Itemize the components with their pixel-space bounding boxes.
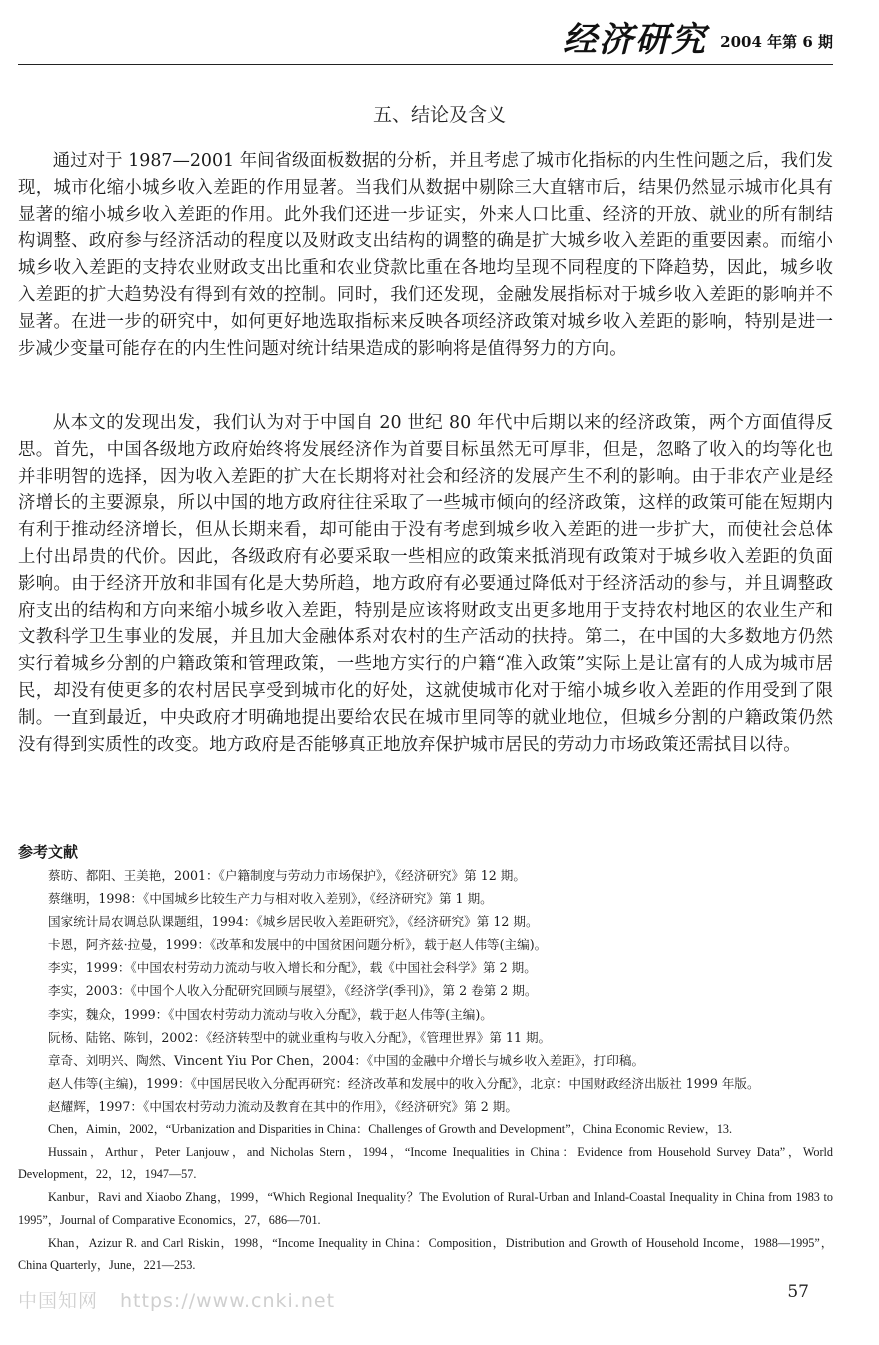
journal-logo: 经济研究 <box>563 20 707 60</box>
section-title: 五、结论及含义 <box>372 104 506 126</box>
reference-item-en: Kanbur，Ravi and Xiaobo Zhang，1999，“Which Regional Inequality？The Evolution of Rural-Urban and Inland-Coastal Inequality in China from 1983 to 1995”，Journal of Comparative Economics，27，686—701. <box>18 1190 833 1227</box>
reference-item: 蔡继明，1998：《中国城乡比较生产力与相对收入差别》，《经济研究》第 1 期。 <box>48 891 493 907</box>
header-divider <box>18 64 833 65</box>
reference-item-en: Khan，Azizur R. and Carl Riskin，1998，“Income Inequality in China：Composition，Distribution and Growth of Household Income，1988—1995”，China Quarterly，June，221—253. <box>18 1235 833 1273</box>
watermark-url: https://www.cnki.net <box>120 1290 336 1312</box>
watermark-site-name: 中国知网 <box>18 1290 99 1312</box>
reference-item: 国家统计局农调总队课题组，1994：《城乡居民收入差距研究》，《经济研究》第 12 期。 <box>48 914 539 930</box>
reference-item-en: Chen，Aimin，2002，“Urbanization and Disparities in China：Challenges of Growth and Development”，China Economic Review，13. <box>48 1122 733 1137</box>
reference-item: 李实，魏众，1999：《中国农村劳动力流动与收入分配》，载于赵人伟等(主编)。 <box>48 1006 493 1022</box>
reference-item-en: Hussain，Arthur，Peter Lanjouw，and Nicholas Stern，1994，“Income Inequalities in China：Evidence from Household Survey Data”，World Development，22，12，1947—57. <box>18 1144 833 1182</box>
page-header <box>18 18 833 62</box>
page-number: 57 <box>787 1282 809 1302</box>
references-list <box>18 864 833 1277</box>
watermark <box>18 1288 335 1314</box>
reference-item: 蔡昉、都阳、王美艳，2001：《户籍制度与劳动力市场保护》，《经济研究》第 12 期。 <box>48 868 526 883</box>
reference-item: 章奇、刘明兴、陶然、Vincent Yiu Por Chen，2004：《中国的金融中介增长与城乡收入差距》，打印稿。 <box>48 1052 645 1068</box>
reference-item: 李实，2003：《中国个人收入分配研究回顾与展望》，《经济学(季刊)》，第 2 卷第 2 期。 <box>48 983 538 999</box>
issue-label: 2004 年第 6 期 <box>720 33 833 51</box>
reference-item: 卡恩，阿齐兹·拉曼，1999：《改革和发展中的中国贫困问题分析》，载于赵人伟等(主编)。 <box>48 937 548 953</box>
references-title: 参考文献 <box>18 843 79 861</box>
reference-item: 赵耀辉，1997：《中国农村劳动力流动及教育在其中的作用》，《经济研究》第 2 期。 <box>48 1098 518 1114</box>
reference-item: 李实，1999：《中国农村劳动力流动与收入增长和分配》，载《中国社会科学》第 2 期。 <box>48 960 537 976</box>
body-paragraph-1: 通过对于 1987—2001 年间省级面板数据的分析，并且考虑了城市化指标的内生性问题之后，我们发现，城市化缩小城乡收入差距的作用显著。当我们从数据中剔除三大直辖市后，结果仍然显示城市化具有显著的缩小城乡收入差距的作用。此外我们还进一步证实，外来人口比重、经济的开放、就业的所有制结构调整、政府参与经济活动的程度以及财政支出结构的调整的确是扩大城乡收入差距的重要因素。而缩小城乡收入差距的支持农业财政支出比重和农业贷款比重在各地均呈现不同程度的下降趋势，因此，城乡收入差距的扩大趋势没有得到有效的控制。同时，我们还发现，金融发展指标对于城乡收入差距的影响并不显著。在进一步的研究中，如何更好地选取指标来反映各项经济政策对城乡收入差距的影响，特别是进一步减少变量可能存在的内生性问题对统计结果造成的影响将是值得努力的方向。 <box>18 151 833 359</box>
reference-item: 赵人伟等(主编)，1999：《中国居民收入分配再研究：经济改革和发展中的收入分配》，北京：中国财政经济出版社 1999 年版。 <box>48 1075 760 1091</box>
body-paragraph-2: 从本文的发现出发，我们认为对于中国自 20 世纪 80 年代中后期以来的经济政策，两个方面值得反思。首先，中国各级地方政府始终将发展经济作为首要目标虽然无可厚非，但是，忽略了收入的均等化也并非明智的选择，因为收入差距的扩大在长期将对社会和经济的发展产生不利的影响。由于非农产业是经济增长的主要源泉，所以中国的地方政府往往采取了一些城市倾向的经济政策，这样的政策可能在短期内有利于推动经济增长，但从长期来看，却可能由于没有考虑到城乡收入差距的进一步扩大，而使社会总体上付出昂贵的代价。因此，各级政府有必要采取一些相应的政策来抵消现有政策对于城乡收入差距的负面影响。由于经济开放和非国有化是大势所趋，地方政府有必要通过降低对于经济活动的参与，并且调整政府支出的结构和方向来缩小城乡收入差距，特别是应该将财政支出更多地用于支持农村地区的农业生产和文教科学卫生事业的发展，并且加大金融体系对农村的生产活动的扶持。第二，在中国的大多数地方仍然实行着城乡分割的户籍政策和管理政策，一些地方实行的户籍“准入政策”实际上是让富有的人成为城市居民，却没有使更多的农村居民享受到城市化的好处，这就使城市化对于缩小城乡收入差距的作用受到了限制。一直到最近，中央政府才明确地提出要给农民在城市里同等的就业地位，但城乡分割的户籍政策仍然没有得到实质性的改变。地方政府是否能够真正地放弃保护城市居民的劳动力市场政策还需拭目以待。 <box>18 413 833 755</box>
reference-item: 阮杨、陆铭、陈钊，2002：《经济转型中的就业重构与收入分配》，《管理世界》第 11 期。 <box>48 1029 552 1045</box>
